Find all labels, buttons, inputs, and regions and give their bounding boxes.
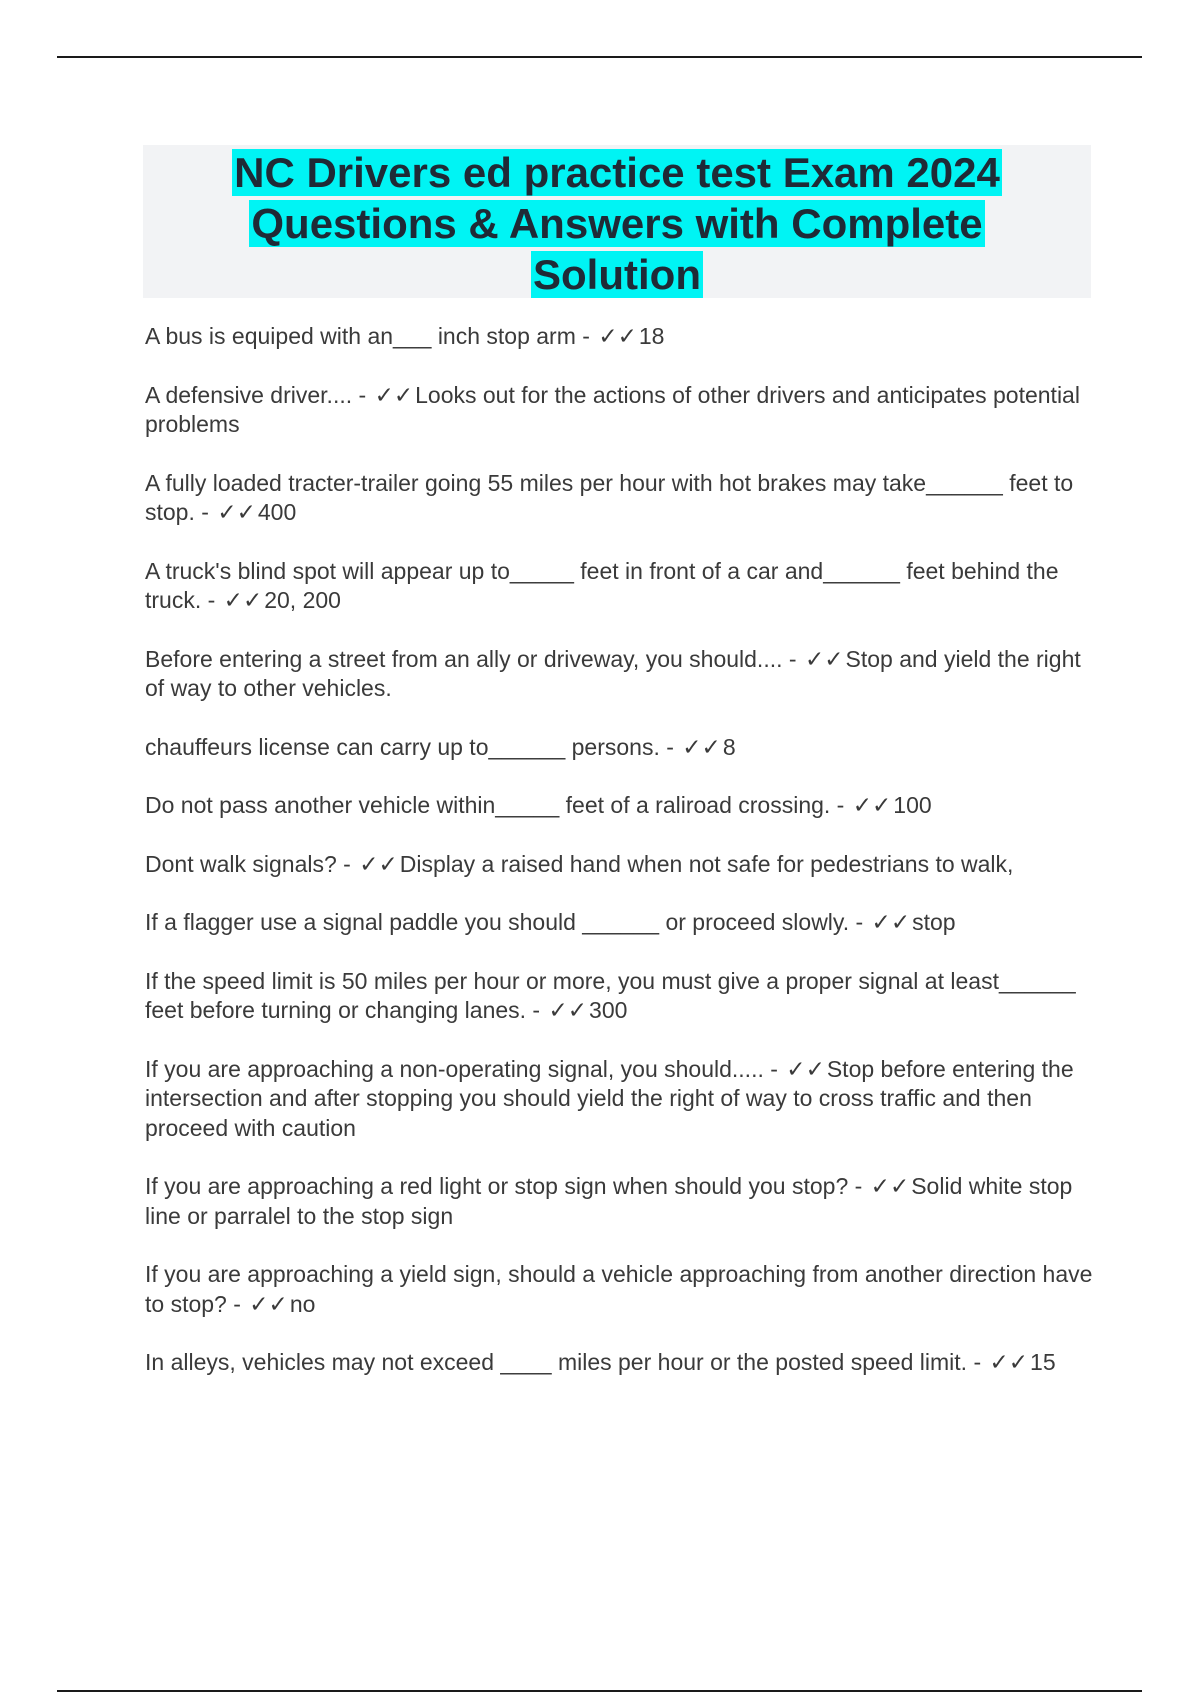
qa-item <box>145 1348 1095 1378</box>
document-title <box>143 145 1091 300</box>
double-check-icon: ✓✓ <box>359 850 398 877</box>
question-text: A defensive driver.... - <box>145 381 367 408</box>
double-check-icon: ✓✓ <box>852 792 892 818</box>
title-line-1: NC Drivers ed practice test Exam 2024 <box>234 149 1000 196</box>
qa-item <box>145 791 1095 821</box>
qa-item <box>145 1260 1095 1319</box>
answer-text: 18 <box>638 323 665 349</box>
answer-text: 300 <box>589 997 628 1023</box>
qa-item <box>145 1055 1095 1144</box>
double-check-icon: ✓✓ <box>871 909 911 935</box>
double-check-icon: ✓✓ <box>989 1349 1029 1375</box>
double-check-icon: ✓✓ <box>548 997 588 1023</box>
qa-item <box>145 1172 1095 1231</box>
double-check-icon: ✓✓ <box>374 381 414 408</box>
top-rule <box>57 56 1142 58</box>
qa-list <box>145 322 1095 1407</box>
question-text: A bus is equiped with an___ inch stop arm - <box>145 323 590 349</box>
double-check-icon: ✓✓ <box>804 645 844 672</box>
title-line-2: Questions & Answers with Complete <box>251 200 983 247</box>
double-check-icon: ✓✓ <box>249 1290 288 1317</box>
question-text: If a flagger use a signal paddle you should ______ or proceed slowly. - <box>145 909 864 935</box>
answer-text: no <box>289 1290 316 1317</box>
double-check-icon: ✓✓ <box>217 499 256 525</box>
question-text: A fully loaded tracter-trailer going 55 miles per hour with hot brakes may take______ feet to stop. - <box>145 469 1074 525</box>
title-block <box>143 145 1091 298</box>
question-text: Do not pass another vehicle within_____ feet of a raliroad crossing. - <box>145 792 845 818</box>
answer-text: 20, 200 <box>264 587 341 613</box>
answer-text: 15 <box>1030 1349 1056 1375</box>
answer-text: Display a raised hand when not safe for pedestrians to walk, <box>399 850 1014 877</box>
question-text: If you are approaching a red light or stop sign when should you stop? - <box>145 1173 863 1199</box>
qa-item <box>145 557 1095 616</box>
qa-item <box>145 645 1095 704</box>
answer-text: 400 <box>257 499 297 525</box>
bottom-rule <box>57 1690 1142 1692</box>
qa-item <box>145 850 1095 880</box>
question-text: A truck's blind spot will appear up to_____ feet in front of a car and______ feet behind the truck. - <box>145 557 1059 613</box>
qa-item <box>145 322 1095 352</box>
double-check-icon: ✓✓ <box>786 1055 825 1082</box>
qa-item <box>145 469 1095 528</box>
question-text: In alleys, vehicles may not exceed ____ miles per hour or the posted speed limit. - <box>145 1349 982 1375</box>
answer-text: Stop before entering the intersection and after stopping you should yield the right of way to cross traffic and then proceed with caution <box>145 1055 1074 1141</box>
qa-item <box>145 908 1095 938</box>
answer-text: stop <box>912 909 956 935</box>
qa-item <box>145 967 1095 1026</box>
answer-text: Stop and yield the right of way to other vehicles. <box>145 645 1081 701</box>
question-text: If you are approaching a non-operating signal, you should..... - <box>145 1055 778 1082</box>
answer-text: Solid white stop line or parralel to the stop sign <box>145 1173 1073 1229</box>
double-check-icon: ✓✓ <box>682 733 721 760</box>
double-check-icon: ✓✓ <box>223 587 263 613</box>
question-text: If the speed limit is 50 miles per hour or more, you must give a proper signal at least______ feet before turning or changing lanes. - <box>145 967 1076 1023</box>
question-text: If you are approaching a yield sign, should a vehicle approaching from another direction have to stop? - <box>145 1261 1093 1317</box>
answer-text: 8 <box>722 733 736 760</box>
title-line-3: Solution <box>533 251 701 298</box>
question-text: Dont walk signals? - <box>145 850 351 877</box>
question-text: Before entering a street from an ally or driveway, you should.... - <box>145 645 797 672</box>
double-check-icon: ✓✓ <box>870 1173 910 1199</box>
question-text: chauffeurs license can carry up to______ persons. - <box>145 733 674 760</box>
qa-item <box>145 733 1095 763</box>
qa-item <box>145 381 1095 440</box>
answer-text: Looks out for the actions of other drivers and anticipates potential problems <box>145 381 1080 437</box>
answer-text: 100 <box>893 792 932 818</box>
double-check-icon: ✓✓ <box>598 323 637 349</box>
